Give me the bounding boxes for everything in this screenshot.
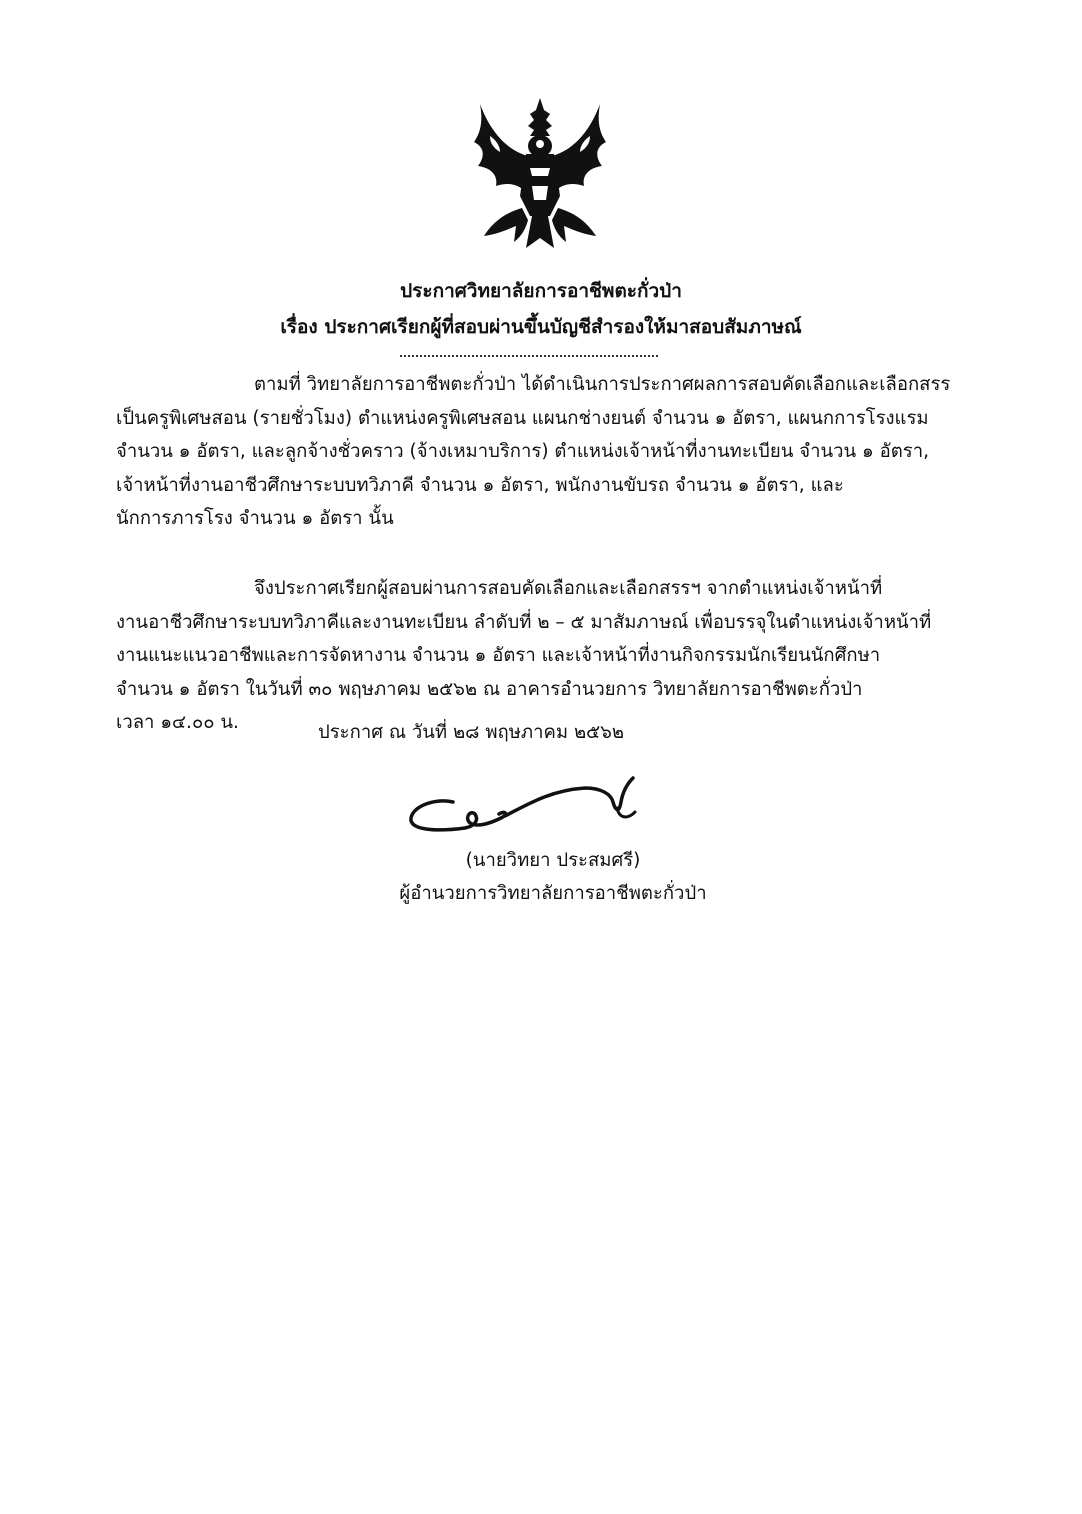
announcement-title: ประกาศวิทยาลัยการอาชีพตะกั่วป่า xyxy=(400,280,682,302)
paragraph-line: เจ้าหน้าที่งานอาชีวศึกษาระบบทวิภาคี จำนวน ๑ อัตรา, พนักงานขับรถ จำนวน ๑ อัตรา, และ xyxy=(116,474,844,496)
paragraph-line: จำนวน ๑ อัตรา ในวันที่ ๓๐ พฤษภาคม ๒๕๖๒ ณ อาคารอำนวยการ วิทยาลัยการอาชีพตะกั่วป่า xyxy=(116,678,863,700)
signer-name: (นายวิทยา ประสมศรี) xyxy=(465,850,641,871)
announcement-subject: เรื่อง ประกาศเรียกผู้ที่สอบผ่านขึ้นบัญชีสำรองให้มาสอบสัมภาษณ์ xyxy=(280,316,802,338)
paragraph-line: จำนวน ๑ อัตรา, และลูกจ้างชั่วคราว (จ้างเหมาบริการ) ตำแหน่งเจ้าหน้าที่งานทะเบียน จำนวน ๑ อัตรา, xyxy=(116,441,929,463)
paragraph-line: เวลา ๑๔.๐๐ น. xyxy=(116,712,239,734)
garuda-emblem-icon xyxy=(470,96,610,256)
dotted-divider xyxy=(400,355,658,357)
announcement-date: ประกาศ ณ วันที่ ๒๘ พฤษภาคม ๒๕๖๒ xyxy=(318,722,625,743)
paragraph-1 xyxy=(116,368,951,536)
paragraph-line: นักการภารโรง จำนวน ๑ อัตรา นั้น xyxy=(116,508,394,530)
paragraph-line: งานแนะแนวอาชีพและการจัดหางาน จำนวน ๑ อัตรา และเจ้าหน้าที่งานกิจกรรมนักเรียนนักศึกษา xyxy=(116,645,881,667)
paragraph-2 xyxy=(116,572,946,740)
paragraph-line: จึงประกาศเรียกผู้สอบผ่านการสอบคัดเลือกและเลือกสรรฯ จากตำแหน่งเจ้าหน้าที่ xyxy=(254,578,883,599)
signer-position: ผู้อำนวยการวิทยาลัยการอาชีพตะกั่วป่า xyxy=(399,883,707,904)
paragraph-line: งานอาชีวศึกษาระบบทวิภาคีและงานทะเบียน ลำดับที่ ๒ – ๕ มาสัมภาษณ์ เพื่อบรรจุในตำแหน่งเจ้าหน้าที่ xyxy=(116,611,932,633)
paragraph-line: ตามที่ วิทยาลัยการอาชีพตะกั่วป่า ได้ดำเนินการประกาศผลการสอบคัดเลือกและเลือกสรร xyxy=(254,374,951,395)
signature-icon xyxy=(405,772,645,842)
paragraph-line: เป็นครูพิเศษสอน (รายชั่วโมง) ตำแหน่งครูพิเศษสอน แผนกช่างยนต์ จำนวน ๑ อัตรา, แผนกการโรงแรม xyxy=(116,407,929,429)
